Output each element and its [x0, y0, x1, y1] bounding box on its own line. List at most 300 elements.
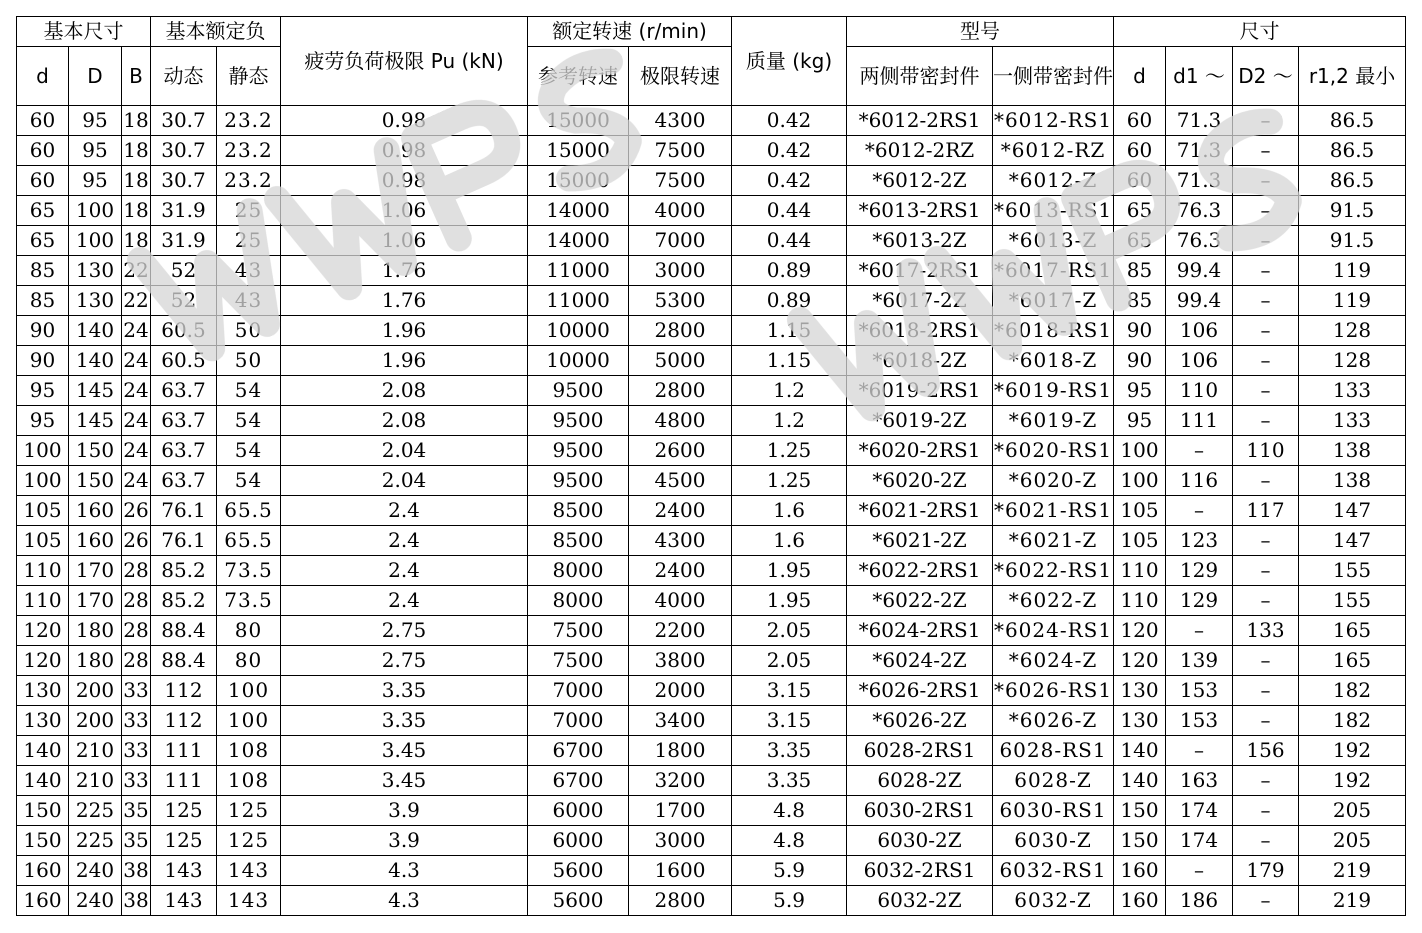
- cell-dim-d1: 129: [1166, 586, 1233, 616]
- cell-fatigue-limit: 1.06: [281, 226, 528, 256]
- cell-static-load: 143: [217, 886, 281, 916]
- cell-fatigue-limit: 3.35: [281, 676, 528, 706]
- cell-dim-d: 110: [1114, 556, 1166, 586]
- cell-dim-D2: –: [1233, 406, 1299, 436]
- cell-dim-r12: 165: [1299, 646, 1406, 676]
- cell-D: 95: [69, 106, 122, 136]
- cell-dim-r12: 192: [1299, 766, 1406, 796]
- cell-D: 130: [69, 286, 122, 316]
- cell-dim-D2: –: [1233, 106, 1299, 136]
- cell-dim-D2: 133: [1233, 616, 1299, 646]
- header-col-limit-speed: 极限转速: [629, 47, 732, 106]
- cell-dim-D2: –: [1233, 166, 1299, 196]
- cell-B: 38: [122, 856, 151, 886]
- cell-limit-speed: 4300: [629, 526, 732, 556]
- cell-model-one-seal: *6022-Z: [993, 586, 1114, 616]
- cell-dim-r12: 138: [1299, 436, 1406, 466]
- cell-dim-d1: 110: [1166, 376, 1233, 406]
- cell-dim-d1: –: [1166, 616, 1233, 646]
- cell-fatigue-limit: 1.76: [281, 256, 528, 286]
- cell-d: 90: [17, 316, 69, 346]
- cell-B: 28: [122, 586, 151, 616]
- cell-dim-d: 65: [1114, 196, 1166, 226]
- header-col-d2: d: [1114, 47, 1166, 106]
- cell-ref-speed: 6000: [528, 826, 629, 856]
- cell-mass: 3.15: [732, 706, 847, 736]
- cell-dim-d: 130: [1114, 706, 1166, 736]
- cell-D: 130: [69, 256, 122, 286]
- cell-ref-speed: 11000: [528, 286, 629, 316]
- cell-static-load: 25: [217, 196, 281, 226]
- cell-mass: 1.95: [732, 556, 847, 586]
- cell-fatigue-limit: 2.04: [281, 466, 528, 496]
- cell-mass: 4.8: [732, 796, 847, 826]
- cell-static-load: 50: [217, 346, 281, 376]
- cell-model-both-seal: *6018-2Z: [847, 346, 993, 376]
- cell-model-both-seal: *6012-2Z: [847, 166, 993, 196]
- cell-d: 95: [17, 406, 69, 436]
- cell-model-both-seal: *6020-2RS1: [847, 436, 993, 466]
- table-row: [17, 346, 1406, 376]
- header-row-groups: [17, 17, 1406, 47]
- table-row: [17, 316, 1406, 346]
- cell-dim-r12: 205: [1299, 826, 1406, 856]
- cell-B: 18: [122, 226, 151, 256]
- cell-static-load: 108: [217, 736, 281, 766]
- table-row: [17, 106, 1406, 136]
- cell-dim-d1: 174: [1166, 796, 1233, 826]
- cell-B: 33: [122, 676, 151, 706]
- cell-dim-r12: 219: [1299, 856, 1406, 886]
- cell-D: 160: [69, 526, 122, 556]
- header-fatigue-limit: 疲劳负荷极限 Pu (kN): [281, 17, 528, 106]
- cell-dynamic-load: 111: [151, 736, 217, 766]
- cell-D: 200: [69, 706, 122, 736]
- cell-mass: 1.2: [732, 406, 847, 436]
- cell-dim-d: 60: [1114, 166, 1166, 196]
- cell-static-load: 108: [217, 766, 281, 796]
- cell-dim-r12: 119: [1299, 256, 1406, 286]
- cell-model-one-seal: *6024-RS1: [993, 616, 1114, 646]
- cell-model-one-seal: *6012-Z: [993, 166, 1114, 196]
- cell-model-one-seal: 6030-Z: [993, 826, 1114, 856]
- cell-model-one-seal: *6024-Z: [993, 646, 1114, 676]
- cell-model-one-seal: *6021-RS1: [993, 496, 1114, 526]
- cell-dynamic-load: 143: [151, 856, 217, 886]
- cell-d: 60: [17, 106, 69, 136]
- cell-fatigue-limit: 2.4: [281, 526, 528, 556]
- header-dimension: 尺寸: [1114, 17, 1406, 47]
- cell-dim-D2: –: [1233, 526, 1299, 556]
- cell-dim-d: 150: [1114, 796, 1166, 826]
- cell-mass: 0.42: [732, 136, 847, 166]
- table-row: [17, 406, 1406, 436]
- table-row: [17, 526, 1406, 556]
- cell-static-load: 54: [217, 376, 281, 406]
- cell-mass: 0.44: [732, 196, 847, 226]
- cell-mass: 1.2: [732, 376, 847, 406]
- cell-model-both-seal: 6032-2Z: [847, 886, 993, 916]
- cell-fatigue-limit: 3.45: [281, 736, 528, 766]
- cell-dim-D2: –: [1233, 286, 1299, 316]
- table-row: [17, 496, 1406, 526]
- cell-ref-speed: 15000: [528, 136, 629, 166]
- cell-dim-d: 160: [1114, 856, 1166, 886]
- cell-dim-D2: –: [1233, 706, 1299, 736]
- cell-dim-r12: 182: [1299, 676, 1406, 706]
- cell-dim-d: 65: [1114, 226, 1166, 256]
- cell-ref-speed: 7000: [528, 676, 629, 706]
- table-row: [17, 826, 1406, 856]
- cell-ref-speed: 14000: [528, 196, 629, 226]
- cell-limit-speed: 1800: [629, 736, 732, 766]
- cell-B: 33: [122, 736, 151, 766]
- cell-limit-speed: 1700: [629, 796, 732, 826]
- cell-dim-d1: 106: [1166, 346, 1233, 376]
- cell-dim-d1: 111: [1166, 406, 1233, 436]
- cell-d: 60: [17, 136, 69, 166]
- cell-d: 65: [17, 226, 69, 256]
- cell-static-load: 23.2: [217, 166, 281, 196]
- cell-d: 110: [17, 586, 69, 616]
- cell-limit-speed: 7000: [629, 226, 732, 256]
- cell-fatigue-limit: 3.9: [281, 826, 528, 856]
- cell-d: 65: [17, 196, 69, 226]
- cell-d: 105: [17, 496, 69, 526]
- cell-mass: 1.25: [732, 436, 847, 466]
- cell-fatigue-limit: 2.08: [281, 376, 528, 406]
- cell-dim-d: 100: [1114, 436, 1166, 466]
- cell-B: 33: [122, 706, 151, 736]
- cell-dynamic-load: 52: [151, 286, 217, 316]
- cell-B: 28: [122, 646, 151, 676]
- cell-fatigue-limit: 0.98: [281, 136, 528, 166]
- cell-mass: 2.05: [732, 616, 847, 646]
- cell-model-both-seal: 6030-2RS1: [847, 796, 993, 826]
- cell-ref-speed: 7500: [528, 646, 629, 676]
- cell-model-one-seal: *6018-RS1: [993, 316, 1114, 346]
- cell-d: 140: [17, 766, 69, 796]
- cell-static-load: 73.5: [217, 556, 281, 586]
- cell-fatigue-limit: 2.75: [281, 646, 528, 676]
- cell-model-both-seal: *6019-2Z: [847, 406, 993, 436]
- cell-fatigue-limit: 2.4: [281, 586, 528, 616]
- cell-fatigue-limit: 2.4: [281, 496, 528, 526]
- table-row: [17, 286, 1406, 316]
- cell-d: 120: [17, 646, 69, 676]
- cell-dim-D2: –: [1233, 796, 1299, 826]
- cell-model-one-seal: *6020-Z: [993, 466, 1114, 496]
- cell-d: 130: [17, 676, 69, 706]
- cell-d: 100: [17, 466, 69, 496]
- cell-d: 150: [17, 796, 69, 826]
- cell-limit-speed: 4300: [629, 106, 732, 136]
- cell-model-both-seal: *6021-2RS1: [847, 496, 993, 526]
- cell-dim-d1: –: [1166, 436, 1233, 466]
- cell-mass: 0.44: [732, 226, 847, 256]
- cell-dim-D2: –: [1233, 376, 1299, 406]
- cell-ref-speed: 6000: [528, 796, 629, 826]
- cell-mass: 1.6: [732, 496, 847, 526]
- cell-B: 24: [122, 406, 151, 436]
- table-row: [17, 166, 1406, 196]
- cell-dim-r12: 155: [1299, 586, 1406, 616]
- cell-static-load: 73.5: [217, 586, 281, 616]
- cell-dynamic-load: 30.7: [151, 136, 217, 166]
- cell-model-one-seal: 6032-Z: [993, 886, 1114, 916]
- cell-D: 95: [69, 136, 122, 166]
- cell-D: 170: [69, 556, 122, 586]
- cell-B: 18: [122, 106, 151, 136]
- cell-dim-r12: 192: [1299, 736, 1406, 766]
- cell-dynamic-load: 88.4: [151, 616, 217, 646]
- cell-dim-D2: –: [1233, 586, 1299, 616]
- cell-B: 24: [122, 316, 151, 346]
- cell-D: 180: [69, 646, 122, 676]
- cell-model-both-seal: *6021-2Z: [847, 526, 993, 556]
- header-col-D: D: [69, 47, 122, 106]
- cell-d: 150: [17, 826, 69, 856]
- cell-dim-D2: –: [1233, 826, 1299, 856]
- cell-dim-D2: –: [1233, 886, 1299, 916]
- cell-mass: 1.95: [732, 586, 847, 616]
- cell-dim-D2: –: [1233, 766, 1299, 796]
- cell-model-one-seal: 6028-Z: [993, 766, 1114, 796]
- cell-fatigue-limit: 2.75: [281, 616, 528, 646]
- header-basic-size: 基本尺寸: [17, 17, 151, 47]
- cell-B: 35: [122, 796, 151, 826]
- cell-fatigue-limit: 2.08: [281, 406, 528, 436]
- header-col-dynamic: 动态: [151, 47, 217, 106]
- cell-dim-D2: 117: [1233, 496, 1299, 526]
- cell-dim-d1: 99.4: [1166, 256, 1233, 286]
- cell-dynamic-load: 76.1: [151, 496, 217, 526]
- cell-D: 200: [69, 676, 122, 706]
- cell-mass: 1.25: [732, 466, 847, 496]
- cell-mass: 5.9: [732, 856, 847, 886]
- cell-ref-speed: 8500: [528, 496, 629, 526]
- cell-limit-speed: 3200: [629, 766, 732, 796]
- cell-dim-r12: 165: [1299, 616, 1406, 646]
- cell-dim-d: 105: [1114, 496, 1166, 526]
- cell-D: 140: [69, 346, 122, 376]
- cell-fatigue-limit: 3.45: [281, 766, 528, 796]
- cell-dim-d: 120: [1114, 646, 1166, 676]
- cell-dim-r12: 86.5: [1299, 136, 1406, 166]
- cell-B: 28: [122, 616, 151, 646]
- cell-mass: 4.8: [732, 826, 847, 856]
- cell-dim-d: 95: [1114, 376, 1166, 406]
- cell-B: 24: [122, 436, 151, 466]
- table-row: [17, 436, 1406, 466]
- cell-D: 240: [69, 856, 122, 886]
- cell-ref-speed: 5600: [528, 856, 629, 886]
- cell-model-one-seal: 6032-RS1: [993, 856, 1114, 886]
- cell-dim-D2: –: [1233, 316, 1299, 346]
- cell-dim-d1: –: [1166, 736, 1233, 766]
- cell-mass: 1.6: [732, 526, 847, 556]
- cell-model-both-seal: *6012-2RZ: [847, 136, 993, 166]
- cell-static-load: 54: [217, 406, 281, 436]
- cell-limit-speed: 3000: [629, 256, 732, 286]
- cell-dim-d1: 76.3: [1166, 196, 1233, 226]
- cell-D: 100: [69, 196, 122, 226]
- cell-B: 35: [122, 826, 151, 856]
- cell-ref-speed: 6700: [528, 736, 629, 766]
- cell-model-both-seal: *6018-2RS1: [847, 316, 993, 346]
- cell-model-both-seal: *6013-2Z: [847, 226, 993, 256]
- cell-d: 60: [17, 166, 69, 196]
- table-row: [17, 196, 1406, 226]
- cell-limit-speed: 2000: [629, 676, 732, 706]
- cell-limit-speed: 2800: [629, 316, 732, 346]
- cell-ref-speed: 5600: [528, 886, 629, 916]
- cell-dim-d: 110: [1114, 586, 1166, 616]
- table-row: [17, 556, 1406, 586]
- cell-dynamic-load: 112: [151, 676, 217, 706]
- cell-dynamic-load: 63.7: [151, 436, 217, 466]
- header-model: 型号: [847, 17, 1114, 47]
- cell-dim-d1: 99.4: [1166, 286, 1233, 316]
- cell-model-both-seal: *6017-2Z: [847, 286, 993, 316]
- table-row: [17, 256, 1406, 286]
- cell-dim-r12: 138: [1299, 466, 1406, 496]
- cell-dim-d1: 174: [1166, 826, 1233, 856]
- cell-d: 85: [17, 256, 69, 286]
- cell-dim-d: 85: [1114, 286, 1166, 316]
- cell-B: 22: [122, 256, 151, 286]
- cell-model-one-seal: *6022-RS1: [993, 556, 1114, 586]
- cell-dim-d: 120: [1114, 616, 1166, 646]
- table-row: [17, 766, 1406, 796]
- cell-model-both-seal: *6012-2RS1: [847, 106, 993, 136]
- cell-static-load: 143: [217, 856, 281, 886]
- table-row: [17, 646, 1406, 676]
- cell-dim-d: 140: [1114, 736, 1166, 766]
- cell-static-load: 125: [217, 796, 281, 826]
- cell-mass: 0.89: [732, 256, 847, 286]
- cell-limit-speed: 1600: [629, 856, 732, 886]
- cell-B: 18: [122, 166, 151, 196]
- cell-mass: 0.42: [732, 106, 847, 136]
- cell-d: 160: [17, 856, 69, 886]
- cell-static-load: 43: [217, 286, 281, 316]
- cell-ref-speed: 7000: [528, 706, 629, 736]
- cell-B: 33: [122, 766, 151, 796]
- cell-dim-r12: 91.5: [1299, 226, 1406, 256]
- cell-model-both-seal: *6022-2RS1: [847, 556, 993, 586]
- cell-static-load: 100: [217, 676, 281, 706]
- table-row: [17, 886, 1406, 916]
- cell-dim-r12: 133: [1299, 406, 1406, 436]
- cell-fatigue-limit: 2.04: [281, 436, 528, 466]
- cell-mass: 5.9: [732, 886, 847, 916]
- header-col-r12: r1,2 最小: [1299, 47, 1406, 106]
- cell-d: 95: [17, 376, 69, 406]
- cell-ref-speed: 15000: [528, 166, 629, 196]
- cell-static-load: 100: [217, 706, 281, 736]
- cell-D: 210: [69, 736, 122, 766]
- cell-dim-r12: 155: [1299, 556, 1406, 586]
- cell-dim-r12: 128: [1299, 346, 1406, 376]
- cell-dynamic-load: 76.1: [151, 526, 217, 556]
- cell-model-both-seal: 6028-2Z: [847, 766, 993, 796]
- table-row: [17, 706, 1406, 736]
- cell-model-both-seal: *6024-2Z: [847, 646, 993, 676]
- cell-mass: 1.15: [732, 346, 847, 376]
- cell-dim-d1: 129: [1166, 556, 1233, 586]
- cell-ref-speed: 6700: [528, 766, 629, 796]
- header-mass: 质量 (kg): [732, 17, 847, 106]
- cell-mass: 3.35: [732, 736, 847, 766]
- cell-dim-r12: 147: [1299, 526, 1406, 556]
- cell-dynamic-load: 111: [151, 766, 217, 796]
- cell-D: 170: [69, 586, 122, 616]
- cell-model-one-seal: *6017-RS1: [993, 256, 1114, 286]
- cell-static-load: 80: [217, 616, 281, 646]
- cell-model-one-seal: *6019-RS1: [993, 376, 1114, 406]
- cell-mass: 0.42: [732, 166, 847, 196]
- cell-fatigue-limit: 3.9: [281, 796, 528, 826]
- cell-dynamic-load: 88.4: [151, 646, 217, 676]
- cell-dynamic-load: 125: [151, 826, 217, 856]
- cell-model-one-seal: *6019-Z: [993, 406, 1114, 436]
- cell-model-one-seal: *6026-Z: [993, 706, 1114, 736]
- cell-B: 18: [122, 136, 151, 166]
- cell-dynamic-load: 125: [151, 796, 217, 826]
- cell-fatigue-limit: 1.76: [281, 286, 528, 316]
- table-row: [17, 586, 1406, 616]
- cell-d: 90: [17, 346, 69, 376]
- cell-D: 225: [69, 826, 122, 856]
- cell-dim-d: 60: [1114, 106, 1166, 136]
- cell-dim-d: 100: [1114, 466, 1166, 496]
- cell-D: 140: [69, 316, 122, 346]
- bearing-spec-table-wrapper: [16, 16, 1406, 916]
- cell-dim-D2: –: [1233, 556, 1299, 586]
- cell-model-both-seal: *6017-2RS1: [847, 256, 993, 286]
- cell-dynamic-load: 63.7: [151, 376, 217, 406]
- cell-static-load: 25: [217, 226, 281, 256]
- cell-dim-r12: 86.5: [1299, 106, 1406, 136]
- cell-static-load: 50: [217, 316, 281, 346]
- cell-B: 26: [122, 496, 151, 526]
- cell-static-load: 54: [217, 436, 281, 466]
- cell-D: 225: [69, 796, 122, 826]
- cell-limit-speed: 5300: [629, 286, 732, 316]
- cell-model-one-seal: 6028-RS1: [993, 736, 1114, 766]
- cell-d: 110: [17, 556, 69, 586]
- cell-limit-speed: 3400: [629, 706, 732, 736]
- bearing-spec-table: [16, 16, 1406, 916]
- cell-limit-speed: 3800: [629, 646, 732, 676]
- table-row: [17, 856, 1406, 886]
- cell-dynamic-load: 60.5: [151, 346, 217, 376]
- cell-dim-d: 60: [1114, 136, 1166, 166]
- cell-ref-speed: 10000: [528, 316, 629, 346]
- cell-dim-d1: 116: [1166, 466, 1233, 496]
- cell-dim-d1: 76.3: [1166, 226, 1233, 256]
- cell-model-one-seal: *6017-Z: [993, 286, 1114, 316]
- cell-fatigue-limit: 1.96: [281, 346, 528, 376]
- header-col-one-seal: 一侧带密封件: [993, 47, 1114, 106]
- cell-dim-D2: –: [1233, 136, 1299, 166]
- cell-limit-speed: 7500: [629, 166, 732, 196]
- cell-dim-r12: 205: [1299, 796, 1406, 826]
- cell-dim-D2: –: [1233, 226, 1299, 256]
- header-col-ref-speed: 参考转速: [528, 47, 629, 106]
- cell-dim-D2: –: [1233, 676, 1299, 706]
